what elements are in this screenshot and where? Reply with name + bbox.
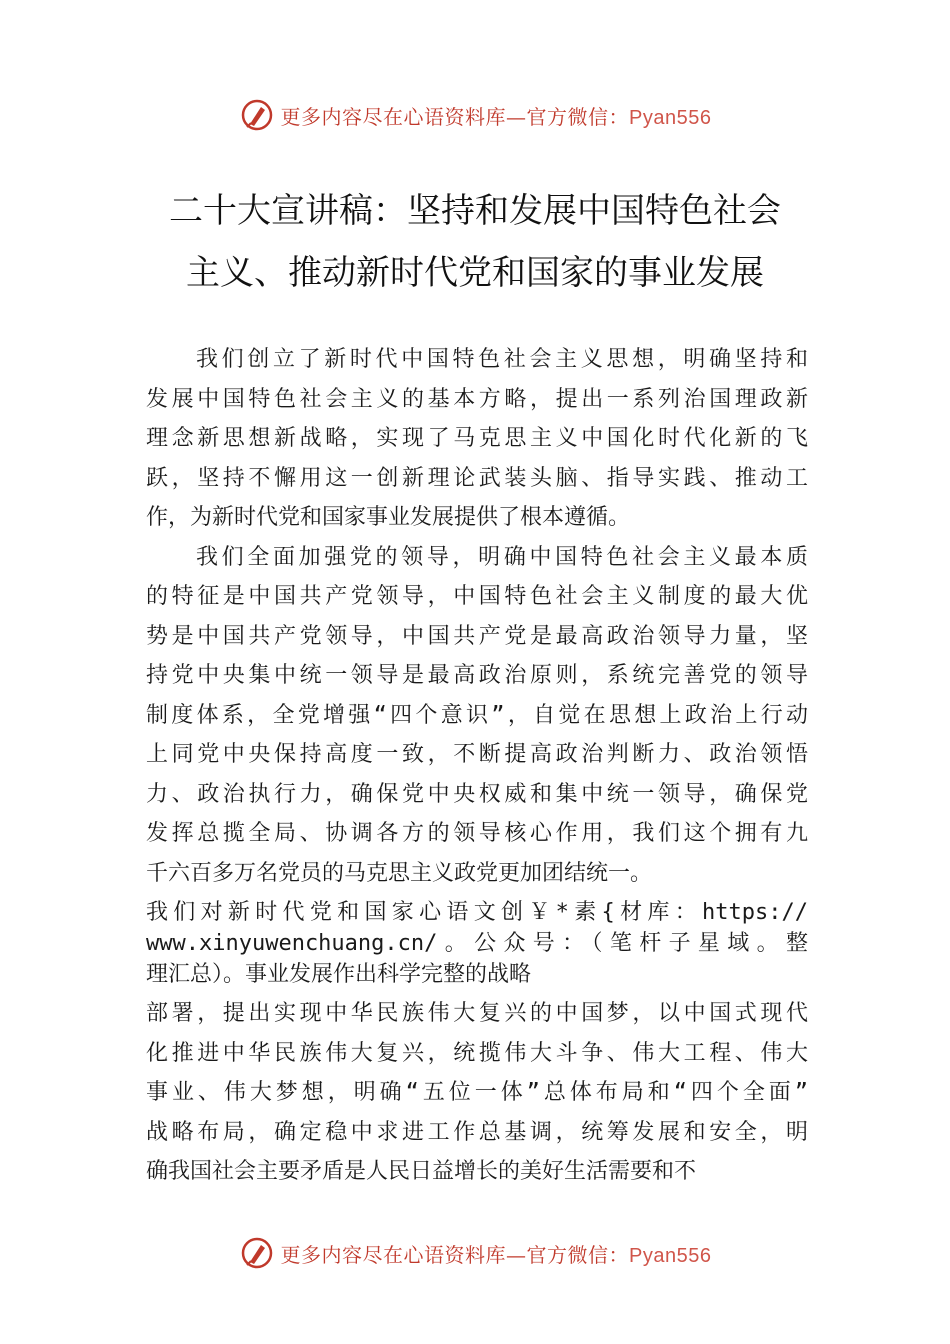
text-line: 理汇总）。事业发展作出科学完整的战略 — [146, 962, 532, 987]
banner-text: 更多内容尽在心语资料库 — [280, 104, 507, 129]
text-line: 战略布局，确定稳中求进工作总基调，统筹发展和安全，明 — [146, 1119, 808, 1145]
text-line: 制度体系，全党增强“四个意识”，自觉在思想上政治上行动 — [146, 702, 808, 728]
paragraph-3-insert — [146, 893, 808, 994]
paragraph-2 — [146, 538, 808, 894]
text-line: 我们创立了新时代中国特色社会主义思想，明确坚持和 — [196, 347, 808, 372]
text-line: 我们对新时代党和国家心语文创￥*素{材库：https:// — [146, 900, 808, 925]
text-line: 部署，提出实现中华民族伟大复兴的中国梦，以中国式现代 — [146, 1001, 808, 1026]
banner-dash: — — [506, 1242, 527, 1267]
text-line: 上同党中央保持高度一致，不断提高政治判断力、政治领悟 — [146, 742, 808, 767]
text-line: 跃，坚持不懈用这一创新理论武装头脑、指导实践、推动工 — [146, 465, 808, 491]
pen-nib-logo-icon — [239, 1235, 275, 1271]
text-line: 持党中央集中统一领导是最高政治原则，系统完善党的领导 — [146, 663, 808, 688]
banner-wechat-id: Pyan556 — [629, 1244, 712, 1267]
document-title — [120, 180, 830, 304]
paragraph-3 — [146, 994, 808, 1192]
title-line-1: 二十大宣讲稿：坚持和发展中国特色社会 — [169, 191, 781, 231]
banner-label: 官方微信： — [526, 1242, 630, 1267]
text-line: 事业、伟大梦想，明确“五位一体”总体布局和“四个全面” — [146, 1080, 808, 1105]
text-line: 确我国社会主要矛盾是人民日益增长的美好生活需要和不 — [146, 1159, 697, 1184]
text-line: 的特征是中国共产党领导，中国特色社会主义制度的最大优 — [146, 584, 808, 609]
text-line: 势是中国共产党领导，中国共产党是最高政治领导力量，坚 — [146, 623, 808, 649]
banner-wechat-id: Pyan556 — [629, 106, 712, 129]
text-line: www.xinyuwenchuang.cn/。公众号：（笔杆子星域。整 — [146, 931, 808, 956]
pen-nib-logo-icon — [239, 97, 275, 133]
banner-text: 更多内容尽在心语资料库 — [280, 1242, 507, 1267]
paragraph-1 — [146, 340, 808, 538]
text-line: 化推进中华民族伟大复兴，统揽伟大斗争、伟大工程、伟大 — [146, 1040, 808, 1066]
banner-dash: — — [506, 104, 527, 129]
text-line: 我们全面加强党的领导，明确中国特色社会主义最本质 — [196, 544, 808, 570]
header-watermark-banner — [0, 93, 950, 137]
text-line: 千六百多万名党员的马克思主义政党更加团结统一。 — [146, 860, 653, 886]
text-line: 发挥总揽全局、协调各方的领导核心作用，我们这个拥有九 — [146, 821, 808, 846]
text-line: 力、政治执行力，确保党中央权威和集中统一领导，确保党 — [146, 781, 808, 807]
text-line: 作，为新时代党和国家事业发展提供了根本遵循。 — [146, 505, 631, 530]
banner-label: 官方微信： — [526, 104, 630, 129]
title-line-2: 主义、推动新时代党和国家的事业发展 — [186, 253, 764, 293]
text-line: 发展中国特色社会主义的基本方略，提出一系列治国理政新 — [146, 386, 808, 412]
document-body — [146, 340, 808, 1192]
footer-watermark-banner — [0, 1231, 950, 1275]
text-line: 理念新思想新战略，实现了马克思主义中国化时代化新的飞 — [146, 426, 808, 451]
